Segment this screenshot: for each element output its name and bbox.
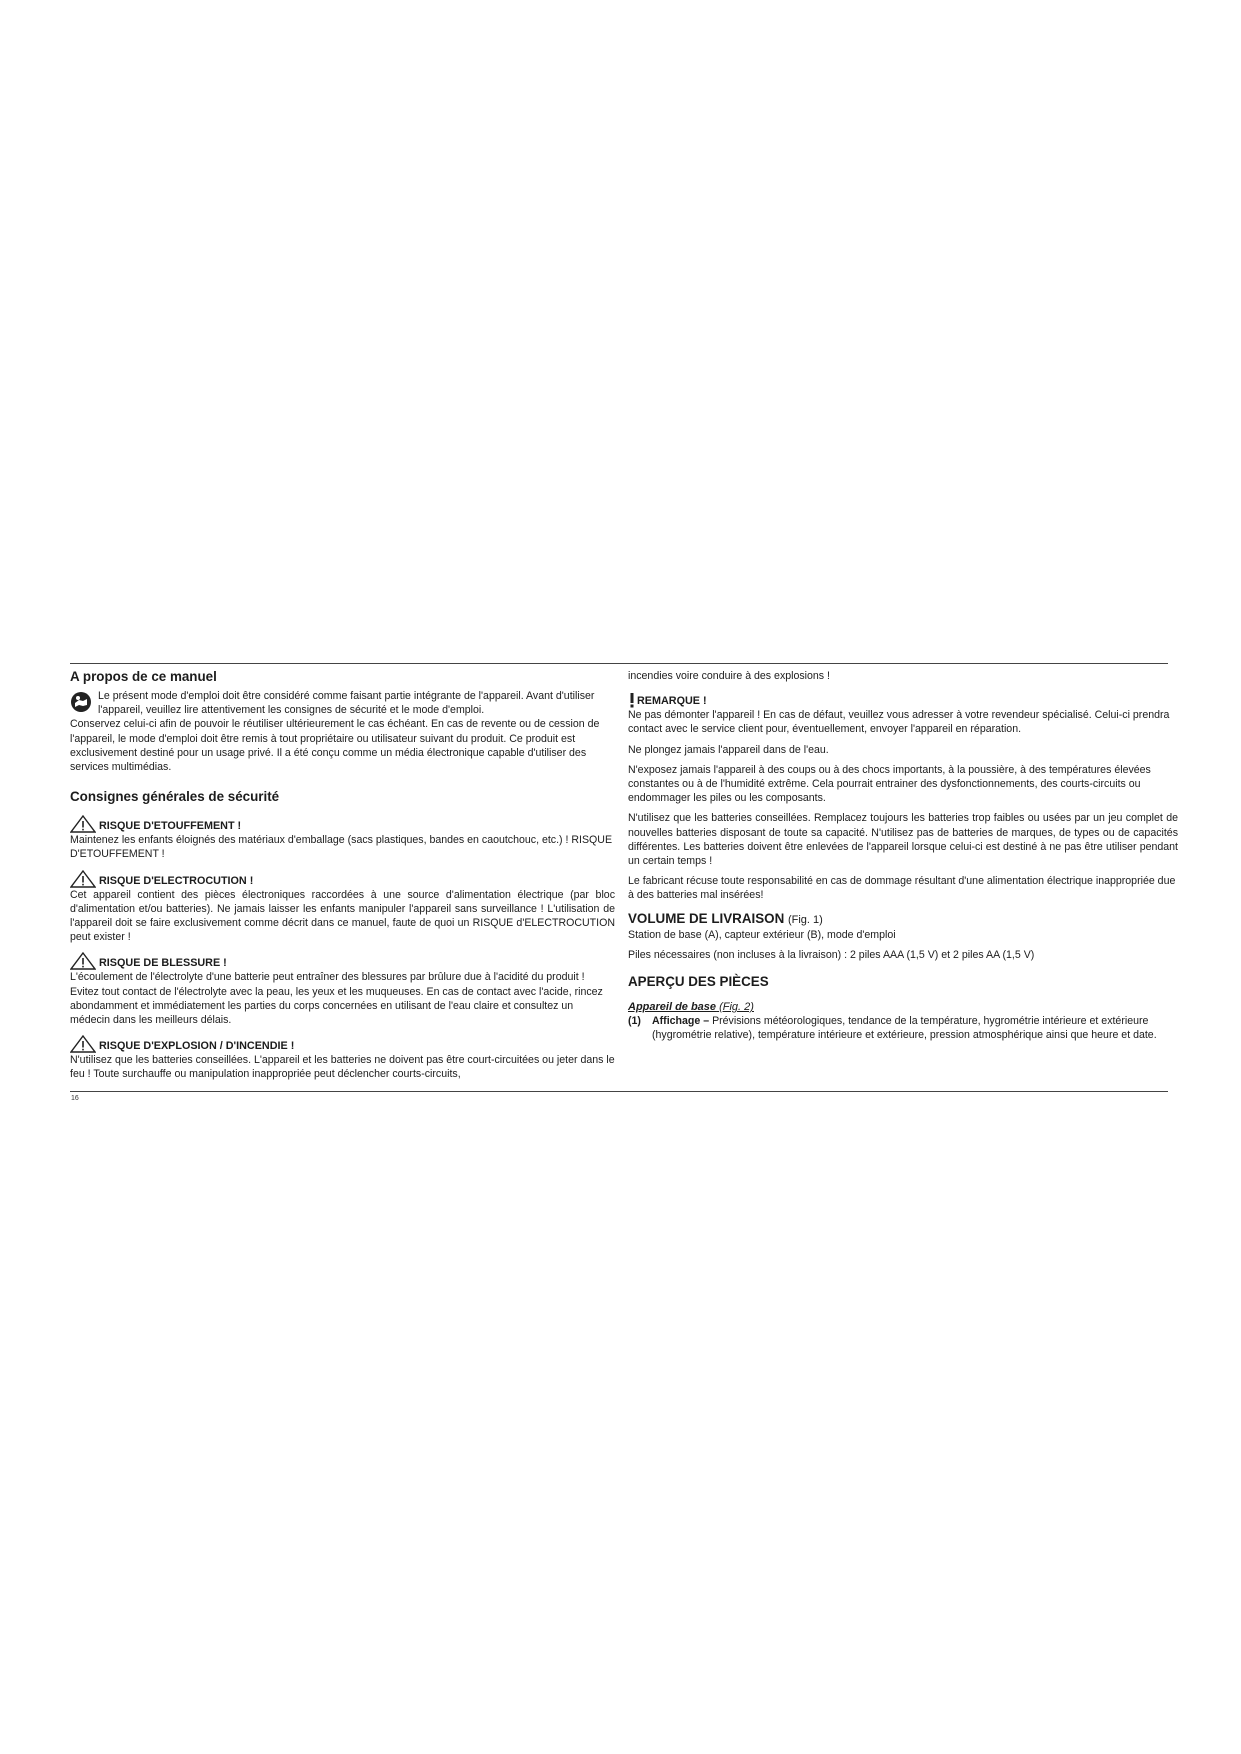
warning-title-text: RISQUE D'ETOUFFEMENT ! xyxy=(99,820,242,833)
item-number: (1) xyxy=(628,1015,641,1028)
warning-text: Cet appareil contient des pièces électroniques raccordées à une source d'alimentation électrique (par bloc d'alimentation et/ou batteries). Ne jamais laisser les enfants manipuler l'appareil sans surveillance ! L'utilisation de l'appareil doit se faire exclusivement comme décrit dans ce manuel, faute de quoi un RISQUE d'ELECTROCUTION peut exister ! xyxy=(70,888,615,944)
page-number: 16 xyxy=(71,1095,79,1102)
delivery-heading-text: VOLUME DE LIVRAISON xyxy=(628,910,785,926)
warning-suffocation xyxy=(70,815,615,861)
warning-title xyxy=(70,870,615,888)
delivery-heading xyxy=(628,911,1178,928)
warning-title-text: RISQUE D'EXPLOSION / D'INCENDIE ! xyxy=(99,1040,295,1053)
item-body xyxy=(652,1014,1178,1042)
parts-heading: APERÇU DES PIÈCES xyxy=(628,974,769,990)
parts-subheading-text: Appareil de base xyxy=(628,1001,717,1014)
warning-triangle-icon xyxy=(70,815,96,833)
warning-triangle-icon xyxy=(70,870,96,888)
warning-title xyxy=(70,815,615,833)
note-paragraph: Le fabricant récuse toute responsabilité en cas de dommage résultant d'une alimentation électrique inappropriée due à des batteries mal insérées! xyxy=(628,875,1176,902)
note-title-text: REMARQUE ! xyxy=(637,695,707,708)
read-manual-icon xyxy=(70,691,92,713)
parts-list-item xyxy=(628,1014,1178,1042)
note-paragraph: Ne pas démonter l'appareil ! En cas de défaut, veuillez vous adresser à votre revendeur spécialisé. Celui-ci prendra contact avec le service client pour, éventuellement, envoyer l'appareil en réparation. xyxy=(628,709,1170,736)
about-paragraph-1: Le présent mode d'emploi doit être considéré comme faisant partie intégrante de l'appareil. Avant d'utiliser l'appareil, veuillez lire attentivement les consignes de sécurité et le mode d'emploi. xyxy=(98,690,595,717)
top-rule xyxy=(70,663,1168,664)
delivery-fig-ref: (Fig. 1) xyxy=(787,913,823,926)
warning-triangle-icon xyxy=(70,1035,96,1053)
warning-title-text: RISQUE DE BLESSURE ! xyxy=(99,957,227,970)
about-paragraph-2: Conservez celui-ci afin de pouvoir le réutiliser ultérieurement le cas échéant. En cas de revente ou de cession de l'appareil, le mode d'emploi doit être remis à tout propriétaire ou utilisateur suivant du produit. Ce produit est exclusivement destiné pour un usage privé. Il a été conçu comme un média électronique capable d'utiliser des services multimédias. xyxy=(70,718,600,774)
note-title xyxy=(628,692,1178,708)
continuation-text: incendies voire conduire à des explosions ! xyxy=(628,670,830,682)
about-heading: A propos de ce manuel xyxy=(70,669,217,684)
warning-title xyxy=(70,1035,615,1053)
note-paragraph: N'utilisez que les batteries conseillées. Remplacez toujours les batteries trop faibles ou usées par un jeu complet de nouvelles batteries disposant de toute sa capacité. N'utilisez pas de batteries de marques, de types ou de capacités différentes. Les batteries doivent être enlevées de l'appareil lorsque celui-ci est destiné à ne pas être utiliser pendant un certain temps ! xyxy=(628,812,1178,868)
delivery-line-2: Piles nécessaires (non incluses à la livraison) : 2 piles AAA (1,5 V) et 2 piles AA (1,5 V) xyxy=(628,948,1035,961)
safety-heading: Consignes générales de sécurité xyxy=(70,789,280,805)
parts-subheading xyxy=(628,1000,1178,1014)
warning-text: Maintenez les enfants éloignés des matériaux d'emballage (sacs plastiques, bandes en caoutchouc, etc.) ! RISQUE D'ETOUFFEMENT ! xyxy=(70,834,613,861)
warning-triangle-icon xyxy=(70,952,96,970)
right-column xyxy=(628,669,1178,1042)
warning-explosion xyxy=(70,1035,615,1081)
left-column xyxy=(70,669,615,1082)
note-paragraph: Ne plongez jamais l'appareil dans de l'eau. xyxy=(628,743,829,756)
warning-text: N'utilisez que les batteries conseillées. L'appareil et les batteries ne doivent pas être court-circuitées ou jeter dans le feu ! Toute surchauffe ou manipulation inappropriée peut déclencher courts-circuits, xyxy=(70,1054,615,1081)
item-term: Affichage – xyxy=(652,1015,710,1028)
parts-fig-ref: (Fig. 2) xyxy=(719,1001,754,1014)
warning-injury xyxy=(70,952,615,1027)
warning-title-text: RISQUE D'ELECTROCUTION ! xyxy=(99,874,254,887)
exclamation-icon xyxy=(628,692,636,708)
note-paragraph: N'exposez jamais l'appareil à des coups ou à des chocs importants, à la poussière, à des températures élevées constantes ou à de l'humidité extrême. Cela pourrait entrainer des dysfonctionnements, des courts-circuits ou endommager les piles ou les composants. xyxy=(628,763,1151,805)
bottom-rule xyxy=(70,1091,1168,1092)
item-text: Prévisions météorologiques, tendance de la température, hygrométrie intérieure et extérieure (hygrométrie relative), température intérieure et extérieure, pression atmosphérique ainsi que heure et date. xyxy=(652,1015,1157,1042)
warning-text: L'écoulement de l'électrolyte d'une batterie peut entraîner des blessures par brûlure due à l'acidité du produit ! Evitez tout contact de l'électrolyte avec la peau, les yeux et les muqueuses. En cas de contact avec l'acide, rincez abondamment et immédiatement les parties du corps concernées en utilisant de l'eau claire et consultez un médecin dans les meilleurs délais. xyxy=(70,971,603,1027)
warning-electrocution xyxy=(70,870,615,945)
warning-title xyxy=(70,952,615,970)
about-intro xyxy=(70,689,615,717)
delivery-line-1: Station de base (A), capteur extérieur (B), mode d'emploi xyxy=(628,928,896,941)
